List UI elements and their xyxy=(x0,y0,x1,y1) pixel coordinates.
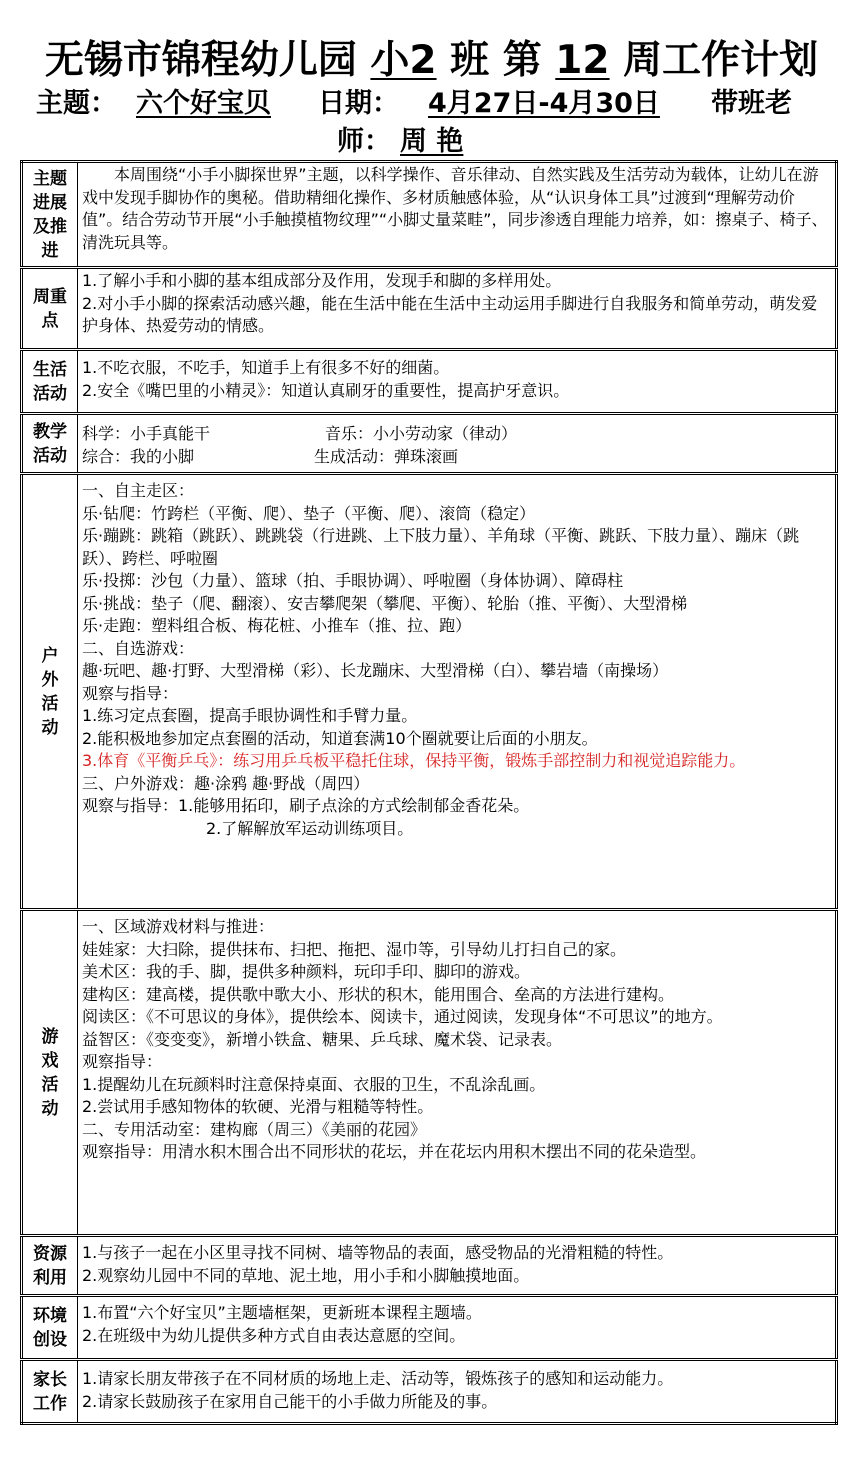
date-value: 4月27日-4月30日 xyxy=(428,88,660,119)
week-number: 12 xyxy=(555,38,610,83)
subtitle-line-2 xyxy=(0,124,863,160)
subtitle-line-1 xyxy=(0,86,863,122)
row-week-focus xyxy=(22,268,837,350)
row-content: 1.了解小手和小脚的基本组成部分及作用，发现手和脚的多样用处。 2.对小手小脚的探索活动感兴趣，能在生活中能在生活中主动运用手脚进行自我服务和简单劳动，萌发爱护身体、热爱劳动的情感。 xyxy=(78,268,837,350)
row-label: 环境创设 xyxy=(22,1296,78,1360)
row-content xyxy=(78,414,837,474)
teaching-item: 科学：小手真能干 xyxy=(82,424,211,443)
row-label: 周重点 xyxy=(22,268,78,350)
row-content: 本周围绕“小手小脚探世界”主题，以科学操作、音乐律动、自然实践及生活劳动为载体，让幼儿在游戏中发现手脚协作的奥秘。借助精细化操作、多材质触感体验，从“认识身体工具”过渡到“理解劳动价值”。结合劳动节开展“小手触摸植物纹理”“小脚丈量菜畦”，同步渗透自理能力培养，如：擦桌子、椅子、清洗玩具等。 xyxy=(78,162,837,268)
row-content: 1.与孩子一起在小区里寻找不同树、墙等物品的表面，感受物品的光滑粗糙的特性。 2.观察幼儿园中不同的草地、泥土地，用小手和小脚触摸地面。 xyxy=(78,1236,837,1296)
row-label: 资源利用 xyxy=(22,1236,78,1296)
row-environment xyxy=(22,1296,837,1360)
teaching-item: 生成活动：弹珠滚画 xyxy=(314,447,459,466)
date-label: 日期： xyxy=(318,88,399,119)
row-label: 家长工作 xyxy=(22,1360,78,1424)
teacher-label-part1: 带班老 xyxy=(711,88,792,119)
row-content: 1.不吃衣服，不吃手，知道手上有很多不好的细菌。 2.安全《嘴巴里的小精灵》：知道认真刷牙的重要性，提高护牙意识。 xyxy=(78,350,837,414)
row-resource-use xyxy=(22,1236,837,1296)
row-game-activities xyxy=(22,910,837,1236)
class-name: 小2 xyxy=(370,38,437,83)
row-content: 1.布置“六个好宝贝”主题墙框架，更新班本课程主题墙。 2.在班级中为幼儿提供多种方式自由表达意愿的空间。 xyxy=(78,1296,837,1360)
row-label: 主题进展及推进 xyxy=(22,162,78,268)
teacher-name: 周 艳 xyxy=(400,126,464,157)
class-suffix: 班 第 xyxy=(450,38,542,83)
row-life-activities xyxy=(22,350,837,414)
teacher-label-part2: 师： xyxy=(337,126,391,157)
row-outdoor-activities xyxy=(22,474,837,910)
row-content: 一、自主走区： 乐·钻爬：竹跨栏（平衡、爬）、垫子（平衡、爬）、滚筒（稳定） 乐·蹦跳：跳箱（跳跃）、跳跳袋（行进跳、上下肢力量）、羊角球（平衡、跳跃、下肢力量）、蹦床（跳跃）、跨栏、呼啦圈 乐·投掷：沙包（力量）、篮球（拍、手眼协调）、呼啦圈（身体协调）、障碍柱 乐·挑战：垫子（爬、翻滚）、安吉攀爬架（攀爬、平衡）、轮胎（推、平衡）、大型滑梯 乐·走跑：塑料组合板、梅花桩、小推车（推、拉、跑） 二、自选游戏： 趣·玩吧、趣·打野、大型滑梯（彩）、长龙蹦床、大型滑梯（白）、攀岩墙（南操场） 观察与指导： 1.练习定点套圈，提高手眼协调性和手臂力量。 2.能积极地参加定点套圈的活动，知道套满10个圈就要让后面的小朋友。 3.体育《平衡乒乓》：练习用乒乓板平稳托住球，保持平衡，锻炼手部控制力和视觉追踪能力。 三、户外游戏：趣·涂鸦 趣·野战（周四） 观察与指导：1.能够用拓印，刷子点涂的方式绘制郁金香花朵。 2.了解解放军运动训练项目。 xyxy=(78,474,837,910)
row-teaching-activities xyxy=(22,414,837,474)
teaching-item: 综合：我的小脚 xyxy=(82,447,195,466)
row-parent-work xyxy=(22,1360,837,1424)
theme-label: 主题： xyxy=(36,88,117,119)
school-name: 无锡市锦程幼儿园 xyxy=(44,38,357,83)
row-label: 游戏活动 xyxy=(22,910,78,1236)
theme-value: 六个好宝贝 xyxy=(136,88,271,119)
row-theme-progress xyxy=(22,162,837,268)
teaching-item: 音乐：小小劳动家（律动） xyxy=(325,424,518,443)
row-content: 一、区域游戏材料与推进： 娃娃家：大扫除，提供抹布、扫把、拖把、湿巾等，引导幼儿打扫自己的家。 美术区：我的手、脚，提供多种颜料，玩印手印、脚印的游戏。 建构区：建高楼，提供歌中歌大小、形状的积木，能用围合、垒高的方法进行建构。 阅读区：《不可思议的身体》，提供绘本、阅读卡，通过阅读，发现身体“不可思议”的地方。 益智区：《变变变》，新增小铁盒、糖果、乒乓球、魔术袋、记录表。 观察指导： 1.提醒幼儿在玩颜料时注意保持桌面、衣服的卫生，不乱涂乱画。 2.尝试用手感知物体的软硬、光滑与粗糙等特性。 二、专用活动室：建构廊（周三）《美丽的花园》 观察指导：用清水积木围合出不同形状的花坛，并在花坛内用积木摆出不同的花朵造型。 xyxy=(78,910,837,1236)
row-content: 1.请家长朋友带孩子在不同材质的场地上走、活动等，锻炼孩子的感知和运动能力。 2.请家长鼓励孩子在家用自己能干的小手做力所能及的事。 xyxy=(78,1360,837,1424)
highlighted-line: 3.体育《平衡乒乓》：练习用乒乓板平稳托住球，保持平衡，锻炼手部控制力和视觉追踪能力。 xyxy=(82,751,746,770)
row-label: 户外活动 xyxy=(22,474,78,910)
row-label: 生活活动 xyxy=(22,350,78,414)
weekly-plan-table xyxy=(20,160,838,1425)
week-suffix: 周工作计划 xyxy=(623,38,819,83)
plan-title xyxy=(0,38,863,84)
row-label: 教学活动 xyxy=(22,414,78,474)
